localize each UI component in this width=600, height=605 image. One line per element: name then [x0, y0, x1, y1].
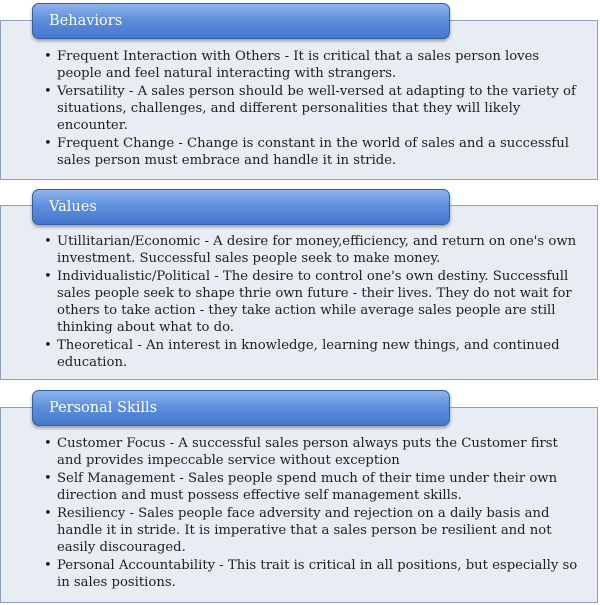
values-header: Values	[32, 189, 450, 225]
list-item: • Customer Focus - A successful sales person always puts the Customer first and provides impeccable service without exception	[44, 435, 582, 469]
list-item: • Self Management - Sales people spend much of their time under their own direction and must possess effective self management skills.	[44, 470, 582, 504]
list-item: • Theoretical - An interest in knowledge, learning new things, and continued education.	[44, 337, 582, 371]
list-item: • Frequent Change - Change is constant in the world of sales and a successful sales person must embrace and handle it in stride.	[44, 135, 582, 169]
personal-skills-list	[44, 435, 582, 592]
list-item: • Versatility - A sales person should be well-versed at adapting to the variety of situations, challenges, and different personalities that they will likely encounter.	[44, 83, 582, 134]
personal-skills-header: Personal Skills	[32, 390, 450, 426]
behaviors-header: Behaviors	[32, 3, 450, 39]
behaviors-list	[44, 48, 582, 170]
list-item: • Utillitarian/Economic - A desire for money,efficiency, and return on one's own investment. Successful sales people seek to make money.	[44, 233, 582, 267]
list-item: • Individualistic/Political - The desire to control one's own destiny. Successfull sales people seek to shape thrie own future - their lives. They do not wait for others to take action - they take action while average sales people are still thinking about what to do.	[44, 268, 582, 336]
list-item: • Personal Accountability - This trait is critical in all positions, but especially so in sales positions.	[44, 557, 582, 591]
list-item: • Resiliency - Sales people face adversity and rejection on a daily basis and handle it in stride. It is imperative that a sales person be resilient and not easily discouraged.	[44, 505, 582, 556]
values-list	[44, 233, 582, 372]
list-item: • Frequent Interaction with Others - It is critical that a sales person loves people and feel natural interacting with strangers.	[44, 48, 582, 82]
